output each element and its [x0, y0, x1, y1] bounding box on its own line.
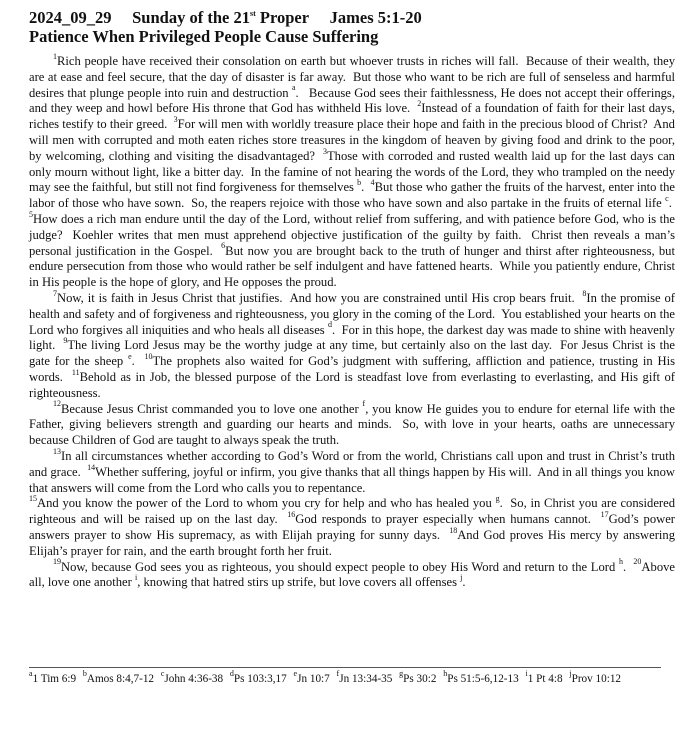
footnote: $^a$1 Tim 6:9	[29, 669, 77, 685]
day-title: Sunday of the 21st Proper	[132, 8, 310, 27]
footnote: $^h$Ps 51:5-6,12-13	[443, 669, 519, 685]
paragraph: $^1$Rich people have received their consolation on earth but whoever trusts in riches will fall. Because of their wealth, they are at ease and feel secure, that the day of disaster is far away. But those who want to be rich are full of senseless and harmful desires that plunge people into ruin and destruction $^a$. Because God sees their faithlessness, He does not accept their offerings, and they weep and howl before His throne that God has withheld His love. $^2$Instead of a foundation of faith for their last days, riches testify to their greed. $^3$For will men with worldly treasure place their hope and faith in the precious blood of Christ? And will men with corrupted and moth eaten riches store treasures in the kingdom of heaven by giving food and drink to the poor, by welcoming, clothing and visiting the disadvantaged? $^3$Those with corroded and rusted wealth laid up for the last days can only mourn without light, like a bitter day. In the famine of not hearing the words of the Lord, they who trampled on the needy may see the faithful, but still not find forgiveness for themselves $^b$. $^4$But those who gather the fruits of the harvest, enter into the labor of those who have sown. So, the reapers rejoice with those who have sown and also partake in the fruits of eternal life $^c$. $^5$How does a rich man endure until the day of the Lord, without relief from suffering, and with patience before God, who is the judge? Koehler writes that men must apprehend objective justification of the guilty by faith. Christ then reveals a man’s personal justification in the Gospel. $^6$But now you are brought back to the truth of hunger and thirst after righteousness, but endure persecution from those who would rather be self indulgent and have fattened hearts. While you patiently endure, Christ in His people is the hope of glory, and He opposes the proud.	[29, 51, 675, 290]
footnote: $^j$Prov 10:12	[569, 669, 622, 685]
footnote: $^i$1 Pt 4:8	[525, 669, 563, 685]
footnote: $^c$John 4:36-38	[160, 669, 224, 685]
body-text	[29, 51, 676, 591]
paragraph: $^7$Now, it is faith in Jesus Christ that justifies. And how you are constrained until His crop bears fruit. $^8$In the promise of health and safety and of forgiveness and righteousness, you glory in the coming of the Lord. You established your hearts on the Lord who forgives all iniquities and who heals all diseases $^d$. For in this hope, the darkest day was made to shine with heavenly light. $^9$The living Lord Jesus may be the worthy judge at any time, but certainly also on the last day. For Jesus Christ is the gate for the sheep $^e$. $^{10}$The prophets also waited for God’s judgment with suffering, affliction and patience, trusting in His words. $^{11}$Behold as in Job, the blessed purpose of the Lord is steadfast love from everlasting to everlasting, and His gift of righteousness.	[29, 288, 675, 400]
page-title: Patience When Privileged People Cause Suffering	[29, 27, 379, 46]
footnote: $^g$Ps 30:2	[399, 669, 437, 685]
paragraph: $^{15}$And you know the power of the Lord to whom you cry for help and who has healed you $^g$. So, in Christ you are considered righteous and will be raised up on the last day. $^{16}$God responds to prayer especially when humans cannot. $^{17}$God’s power answers prayer to show His supremacy, as with Elijah praying for sunny days. $^{18}$And God proves His mercy by answering Elijah’s prayer for rain, and the earth brought forth her fruit.	[29, 494, 676, 558]
paragraph: $^{13}$In all circumstances whether according to God’s Word or from the world, Christians call upon and trust in Christ’s truth and grace. $^{14}$Whether suffering, joyful or infirm, you give thanks that all things happen by His will. And in all things you know that answers will come from the Lord who calls you to repentance.	[29, 446, 675, 495]
footnote-divider	[29, 667, 661, 668]
footnote: $^d$Ps 103:3,17	[229, 669, 287, 685]
passage: James 5:1-20	[329, 8, 422, 27]
paragraph: $^{12}$Because Jesus Christ commanded you to love one another $^f$, you know He guides you to endure for eternal life with the Father, giving believers strength and guarding our hearts and minds. So, with love in your hearts, oaths are unnecessary because Children of God are taught to always speak the truth.	[29, 399, 675, 448]
paragraph: $^{19}$Now, because God sees you as righteous, you should expect people to obey His Word and return to the Lord $^h$. $^{20}$Above all, love one another $^i$, knowing that hatred stirs up strife, but love covers all offenses $^j$.	[29, 557, 675, 590]
footnote: $^b$Amos 8:4,7-12	[82, 669, 155, 685]
footnotes	[29, 669, 625, 685]
date: 2024_09_29	[29, 8, 112, 27]
footnote: $^e$Jn 10:7	[293, 669, 330, 685]
header-line	[29, 8, 675, 27]
footnote: $^f$Jn 13:34-35	[336, 669, 393, 685]
